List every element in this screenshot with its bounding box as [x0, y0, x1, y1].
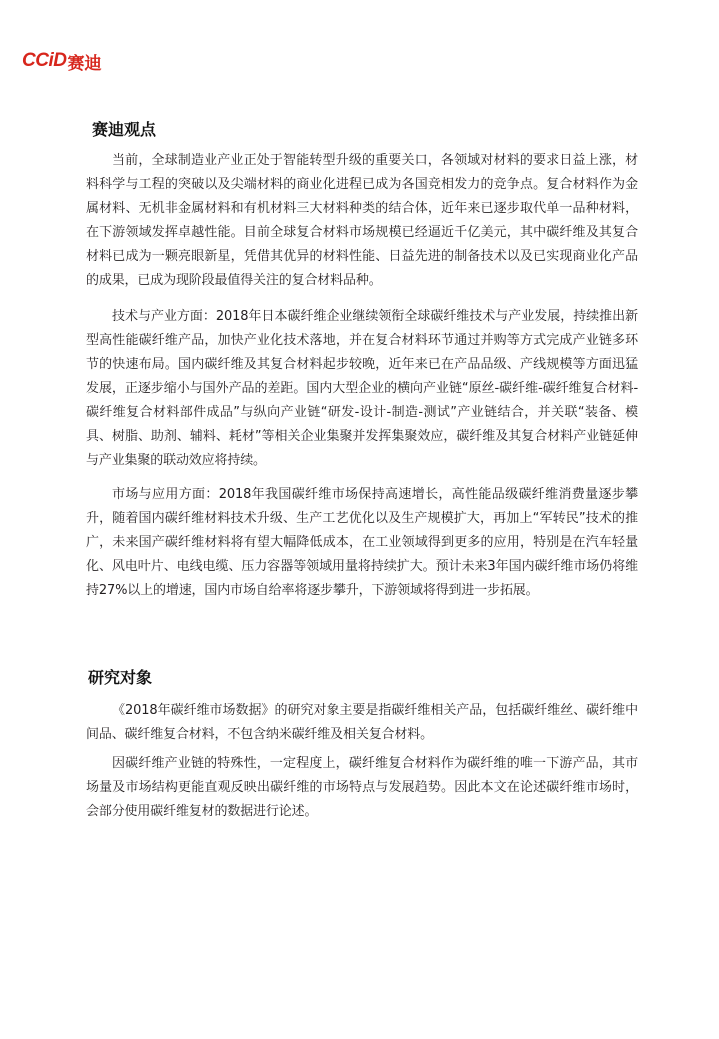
research-paragraph: 因碳纤维产业链的特殊性，一定程度上，碳纤维复合材料作为碳纤维的唯一下游产品，其市场量及市场结构更能直观反映出碳纤维的市场特点与发展趋势。因此本文在论述碳纤维市场时，会部分使用碳纤维复材的数据进行论述。 [86, 756, 638, 819]
viewpoint-paragraph: 当前，全球制造业产业正处于智能转型升级的重要关口，各领域对材料的要求日益上涨，材料科学与工程的突破以及尖端材料的商业化进程已成为各国竞相发力的竞争点。复合材料作为金属材料、无机非金属材料和有机材料三大材料种类的结合体，近年来已逐步取代单一品种材料，在下游领域发挥卓越性能。目前全球复合材料市场规模已经逼近千亿美元，其中碳纤维及其复合材料已成为一颗亮眼新星，凭借其优异的材料性能、日益先进的制备技术以及已实现商业化产品的成果，已成为现阶段最值得关注的复合材料品种。 [86, 153, 638, 288]
section-heading-research-object: 研究对象 [88, 668, 153, 687]
viewpoint-paragraph: 市场与应用方面：2018年我国碳纤维市场保持高速增长，高性能品级碳纤维消费量逐步攀升，随着国内碳纤维材料技术升级、生产工艺优化以及生产规模扩大，再加上“军转民”技术的推广，未来国产碳纤维材料将有望大幅降低成本，在工业领域得到更多的应用，特别是在汽车轻量化、风电叶片、电线电缆、压力容器等领域用量将持续扩大。预计未来3年国内碳纤维市场仍将维持27%以上的增速，国内市场自给率将逐步攀升，下游领域将得到进一步拓展。 [86, 487, 638, 598]
ccid-logo [22, 50, 101, 72]
logo-name: 赛迪 [67, 53, 102, 74]
section-heading-viewpoint: 赛迪观点 [92, 120, 157, 139]
viewpoint-paragraph: 技术与产业方面：2018年日本碳纤维企业继续领衔全球碳纤维技术与产业发展，持续推出新型高性能碳纤维产品，加快产业化技术落地，并在复合材料环节通过并购等方式完成产业链多环节的快速布局。国内碳纤维及其复合材料起步较晚，近年来已在产品品级、产线规模等方面迅猛发展，正逐步缩小与国外产品的差距。国内大型企业的横向产业链“原丝-碳纤维-碳纤维复合材料-碳纤维复合材料部件成品”与纵向产业链“研发-设计-制造-测试”产业链结合，并关联“装备、模具、树脂、助剂、辅料、耗材”等相关企业集聚并发挥集聚效应，碳纤维及其复合材料产业链延伸与产业集聚的联动效应将持续。 [86, 309, 638, 468]
logo-mark: CCiD [22, 50, 67, 71]
research-paragraph: 《2018年碳纤维市场数据》的研究对象主要是指碳纤维相关产品，包括碳纤维丝、碳纤维中间品、碳纤维复合材料，不包含纳米碳纤维及相关复合材料。 [86, 703, 638, 742]
